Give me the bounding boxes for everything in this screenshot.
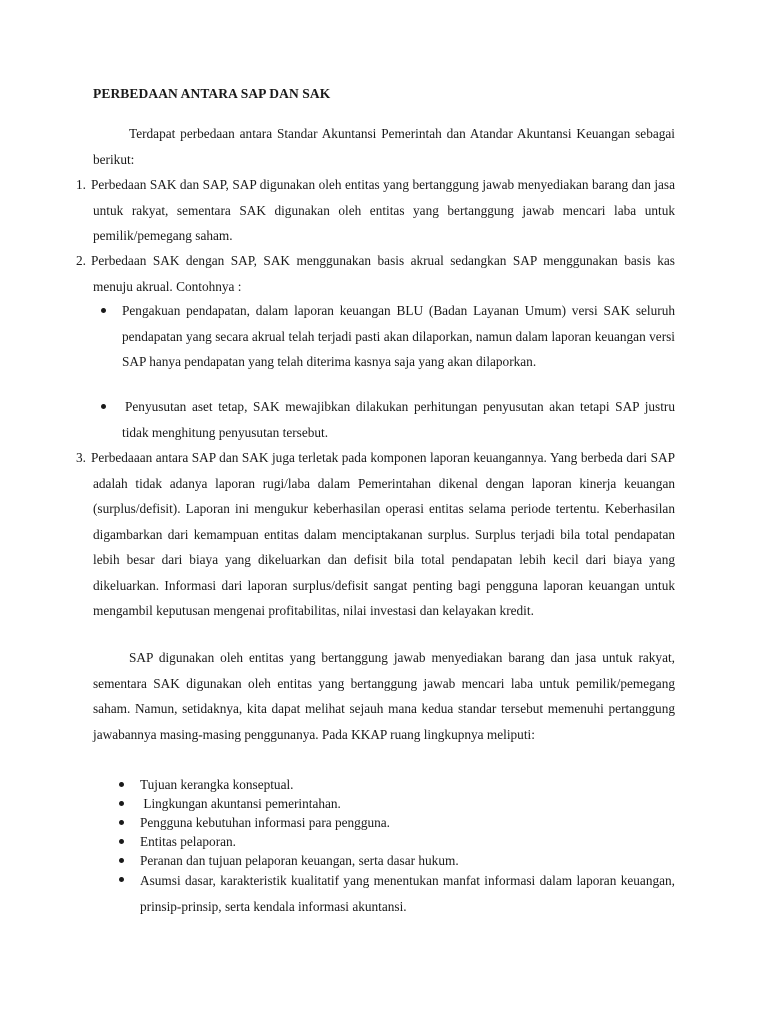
kkap-item-4: Entitas pelaporan. bbox=[140, 834, 236, 849]
bullet-icon bbox=[119, 858, 124, 863]
kkap-item-3: Pengguna kebutuhan informasi para pengguna. bbox=[140, 815, 390, 830]
page-title: PERBEDAAN ANTARA SAP DAN SAK bbox=[93, 86, 331, 101]
list-item-3-text: Perbedaaan antara SAP dan SAK juga terletak pada komponen laporan keuangannya. Yang berbeda dari SAP adalah tidak adanya laporan rugi/laba dalam Pemerintahan dikenal dengan laporan kinerja keuangan (surplus/defisit). Laporan ini mengukur keberhasilan operasi entitas selama periode tertentu. Keberhasilan digambarkan dari kemampuan entitas dalam menciptakanan surplus. Surplus terjadi bila total pendapatan lebih besar dari biaya yang dikeluarkan dan defisit bila total pendapatan lebih kecil dari biaya yang dikeluarkan. Informasi dari laporan surplus/defisit sangat penting bagi pengguna laporan keuangan untuk mengambil keputusan mengenai profitabilitas, nilai investasi dan kelayakan kredit. bbox=[91, 450, 675, 618]
paragraph-2: SAP digunakan oleh entitas yang bertanggung jawab menyediakan barang dan jasa untuk rakyat, sementara SAK digunakan oleh entitas yang bertanggung jawab mencari laba untuk pemilik/pemegang saham. Namun, setidaknya, kita dapat melihat sejauh mana kedua standar tersebut memenuhi pertanggung jawabannya masing-masing penggunanya. Pada KKAP ruang lingkupnya meliputi: bbox=[93, 650, 675, 742]
bullet-icon bbox=[119, 801, 124, 806]
sub-bullet-text-1: Pengakuan pendapatan, dalam laporan keuangan BLU (Badan Layanan Umum) versi SAK seluruh pendapatan yang secara akrual telah terjadi pasti akan dilaporkan, namun dalam laporan keuangan versi SAP hanya pendapatan yang telah diterima kasnya saja yang akan dilaporkan. bbox=[122, 303, 675, 369]
bullet-icon bbox=[119, 839, 124, 844]
list-number-3: 3. bbox=[76, 450, 86, 465]
list-number-1: 1. bbox=[76, 177, 86, 192]
bullet-icon bbox=[119, 877, 124, 882]
intro-paragraph: Terdapat perbedaan antara Standar Akuntansi Pemerintah dan Atandar Akuntansi Keuangan sebagai berikut: bbox=[93, 126, 675, 167]
kkap-item-6: Asumsi dasar, karakteristik kualitatif yang menentukan manfat informasi dalam laporan keuangan, prinsip-prinsip, serta kendala informasi akuntansi. bbox=[140, 873, 675, 914]
bullet-icon bbox=[101, 404, 106, 409]
list-item-1-text: Perbedaan SAK dan SAP, SAP digunakan oleh entitas yang bertanggung jawab menyediakan barang dan jasa untuk rakyat, sementara SAK digunakan oleh entitas yang bertanggung jawab mencari laba untuk pemilik/pemegang saham. bbox=[91, 177, 675, 243]
kkap-item-2: Lingkungan akuntansi pemerintahan. bbox=[140, 796, 341, 811]
bullet-icon bbox=[101, 308, 106, 313]
bullet-icon bbox=[119, 782, 124, 787]
list-item-2-text: Perbedaan SAK dengan SAP, SAK menggunakan basis akrual sedangkan SAP menggunakan basis kas menuju akrual. Contohnya : bbox=[91, 253, 675, 294]
kkap-item-1: Tujuan kerangka konseptual. bbox=[140, 777, 294, 792]
kkap-item-5: Peranan dan tujuan pelaporan keuangan, serta dasar hukum. bbox=[140, 853, 459, 868]
sub-bullet-text-2: Penyusutan aset tetap, SAK mewajibkan dilakukan perhitungan penyusutan akan tetapi SAP justru tidak menghitung penyusutan tersebut. bbox=[122, 399, 675, 440]
list-number-2: 2. bbox=[76, 253, 86, 268]
bullet-icon bbox=[119, 820, 124, 825]
